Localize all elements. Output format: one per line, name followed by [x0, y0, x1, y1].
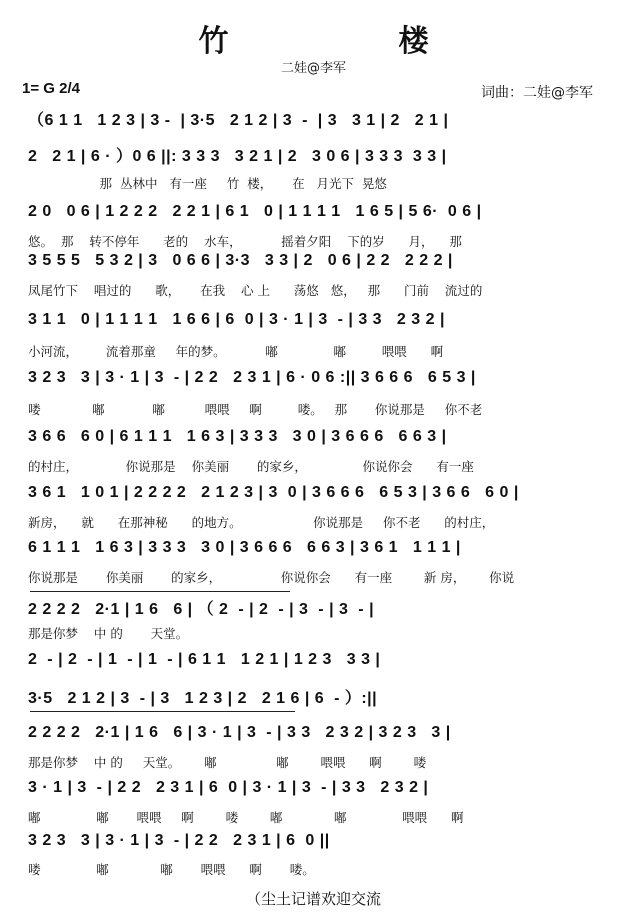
notation-line: 3 1 1 0 | 1 1 1 1 1 6 6 | 6 0 | 3 · 1 | 3 - | 3 3 2 3 2 | [28, 311, 445, 328]
key-signature: 1= G 2/4 [22, 80, 80, 97]
footer-note: （尘土记谱欢迎交流 [245, 890, 381, 908]
credits: 词曲：二娃@李军 [481, 85, 593, 101]
notation-line: 2 - | 2 - | 1 - | 1 - | 6 1 1 1 2 1 | 1 2 3 3 3 | [28, 651, 381, 668]
song-title: 竹 楼 [198, 24, 499, 59]
notation-line: 2 2 2 2 2·1 | 1 6 6 | 3 · 1 | 3 - | 3 3 2 3 2 | 3 2 3 3 | [28, 724, 451, 741]
notation-line: 6 1 1 1 1 6 3 | 3 3 3 3 0 | 3 6 6 6 6 6 3 | 3 6 1 1 1 1 | [28, 539, 461, 556]
notation-line: 3 5 5 5 5 3 2 | 3 0 6 6 | 3·3 3 3 | 2 0 6 | 2 2 2 2 2 | [28, 252, 453, 269]
lyrics-line: 悠。 那 转不停年 老的 水车， 摇着夕阳 下的岁 月， 那 [28, 234, 462, 249]
lyrics-line: 的村庄， 你说那是 你美丽 的家乡， 你说你会 有一座 [28, 459, 474, 474]
notation-line: 2 0 0 6 | 1 2 2 2 2 2 1 | 6 1 0 | 1 1 1 1 1 6 5 | 5 6· 0 6 | [28, 203, 482, 220]
lyrics-line: 那 丛林中 有一座 竹 楼， 在 月光下 晃悠 [28, 176, 387, 191]
lyrics-line: 小河流， 流着那童 年的梦。 嘟 嘟 喂喂 啊 [28, 344, 444, 359]
volta-bracket-1 [30, 591, 290, 592]
lyrics-line: 喽 嘟 嘟 喂喂 啊 喽。 [28, 862, 315, 877]
volta-bracket-2 [30, 711, 295, 712]
lyrics-line: 那是你梦 中 的 天堂。 嘟 嘟 喂喂 啊 喽 [28, 755, 427, 770]
lyrics-line: 那是你梦 中 的 天堂。 [28, 626, 189, 641]
notation-line: 3 2 3 3 | 3 · 1 | 3 - | 2 2 2 3 1 | 6 0 || [28, 832, 330, 849]
notation-line: 3 · 1 | 3 - | 2 2 2 3 1 | 6 0 | 3 · 1 | 3 - | 3 3 2 3 2 | [28, 779, 429, 796]
notation-line: 3 2 3 3 | 3 · 1 | 3 - | 2 2 2 3 1 | 6 · 0 6 :|| 3 6 6 6 6 5 3 | [28, 369, 476, 386]
notation-line: （6 1 1 1 2 3 | 3 - | 3·5 2 1 2 | 3 - | 3 3 1 | 2 2 1 | [28, 112, 449, 129]
lyrics-line: 嘟 嘟 喂喂 啊 喽 嘟 嘟 喂喂 啊 [28, 810, 464, 825]
notation-line: 2 2 1 | 6 · ）0 6 ||: 3 3 3 3 2 1 | 2 3 0 6 | 3 3 3 3 3 | [28, 148, 447, 165]
lyrics-line: 你说那是 你美丽 的家乡， 你说你会 有一座 新 房， 你说 [28, 570, 515, 585]
notation-line: 2 2 2 2 2·1 | 1 6 6 | （ 2 - | 2 - | 3 - | 3 - | [28, 601, 375, 618]
arranger: 二娃@李军 [280, 61, 346, 76]
notation-line: 3·5 2 1 2 | 3 - | 3 1 2 3 | 2 2 1 6 | 6 - ）:|| [28, 690, 378, 707]
lyrics-line: 喽 嘟 嘟 喂喂 啊 喽。 那 你说那是 你不老 [28, 402, 483, 417]
lyrics-line: 凤尾竹下 唱过的 歌， 在我 心 上 荡悠 悠， 那 门前 流过的 [28, 283, 483, 298]
notation-line: 3 6 1 1 0 1 | 2 2 2 2 2 1 2 3 | 3 0 | 3 6 6 6 6 5 3 | 3 6 6 6 0 | [28, 484, 519, 501]
lyrics-line: 新房， 就 在那神秘 的地方。 你说那是 你不老 的村庄， [28, 515, 495, 530]
notation-line: 3 6 6 6 0 | 6 1 1 1 1 6 3 | 3 3 3 3 0 | 3 6 6 6 6 6 3 | [28, 428, 447, 445]
